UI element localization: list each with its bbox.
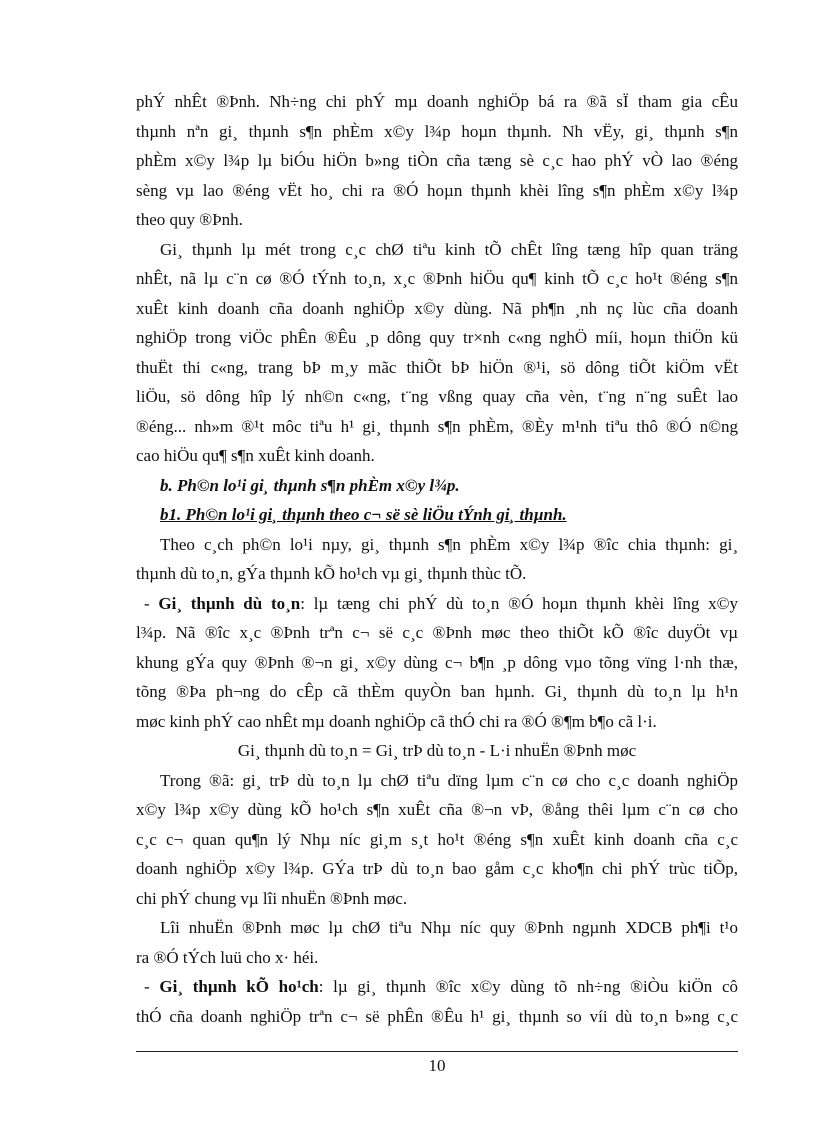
formula: Gi¸ thµnh dù to¸n = Gi¸ trÞ dù to¸n - L·i nhuËn ®Þnh møc (237, 741, 637, 760)
text-line: Trong ®ã: gi¸ trÞ dù to¸n lµ chØ tiªu dïng lµm c¨n cø cho c¸c doanh nghiÖp (160, 771, 738, 790)
text-line (144, 977, 738, 997)
text-line: phÝ nhÊt ®Þnh. Nh÷ng chi phÝ mµ doanh nghiÖp bá ra ®ã sÏ tham gia cÊu (136, 92, 738, 111)
text-line: x©y l¾p x©y dùng kÕ ho¹ch s¶n xuÊt cña ®¬n vÞ, ®ång thêi lµm c¨n cø cho (136, 800, 738, 819)
text-line: thµnh dù to¸n, gÝa thµnh kÕ ho¹ch vµ gi¸ thµnh thùc tÕ. (136, 564, 527, 583)
text-line: chi phÝ chung vµ lîi nhuËn ®Þnh møc. (136, 889, 408, 908)
text-line (144, 594, 738, 614)
text-line: møc kinh phÝ cao nhÊt mµ doanh nghiÖp cã thÓ chi ra ®Ó ®¶m b¶o cã l·i. (136, 712, 657, 731)
bullet-dash: - (144, 594, 159, 613)
text-line: thµnh nªn gi¸ thµnh s¶n phÈm x©y l¾p hoµn thµnh. Nh vËy, gi¸ thµnh s¶n (136, 122, 738, 141)
text-run: : lµ tæng chi phÝ dù to¸n ®Ó hoµn thµnh khèi lîng x©y (300, 594, 738, 613)
text-line: thuËt thi c«ng, trang bÞ m¸y mãc thiÕt bÞ hiÖn ®¹i, sö dông tiÕt kiÖm vËt (136, 358, 738, 377)
bullet-dash: - (144, 977, 160, 996)
section-heading: b. Ph©n lo¹i gi¸ thµnh s¶n phÈm x©y l¾p. (160, 476, 460, 495)
text-line: c¸c c¬ quan qu¶n lý Nhµ níc gi¸m s¸t ho¹t ®éng s¶n xuÊt kinh doanh cña c¸c (136, 830, 738, 849)
text-line: nghiÖp trong viÖc phÊn ®Êu ¸p dông quy tr×nh c«ng nghÖ míi, hoµn thiÖn kü (136, 328, 738, 347)
text-line: khung gÝa quy ®Þnh ®¬n gi¸ x©y dùng c¬ b¶n ¸p dông vµo tõng vïng l·nh thæ, (136, 653, 738, 672)
text-line: l¾p. Nã ®îc x¸c ®Þnh trªn c¬ së c¸c ®Þnh møc theo thiÕt kÕ ®îc duyÖt vµ (136, 623, 738, 642)
term-label: Gi¸ thµnh kÕ ho¹ch (159, 977, 319, 996)
term-label: Gi¸ thµnh dù to¸n (158, 594, 301, 613)
text-line: phÈm x©y l¾p lµ biÓu hiÖn b»ng tiÒn cña tæng sè c¸c hao phÝ vÒ lao ®éng (136, 151, 738, 170)
text-line: theo quy ®Þnh. (136, 210, 243, 229)
text-line: sèng vµ lao ®éng vËt ho¸ chi ra ®Ó hoµn thµnh khèi lîng s¶n phÈm x©y l¾p (136, 181, 738, 200)
text-line: thÓ cña doanh nghiÖp trªn c¬ së phÊn ®Êu h¹ gi¸ thµnh so víi dù to¸n b»ng c¸c (136, 1007, 738, 1026)
text-line: ®éng... nh»m ®¹t môc tiªu h¹ gi¸ thµnh s¶n phÈm, ®Èy m¹nh tiªu thô ®Ó n©ng (136, 417, 738, 436)
text-line: Gi¸ thµnh lµ mét trong c¸c chØ tiªu kinh tÕ chÊt lîng tæng hîp quan träng (160, 240, 738, 259)
text-line: Lîi nhuËn ®Þnh møc lµ chØ tiªu Nhµ níc quy ®Þnh ngµnh XDCB ph¶i t¹o (160, 918, 738, 937)
text-line: ra ®Ó tÝch luü cho x· héi. (136, 948, 319, 967)
text-line: xuÊt kinh doanh cña doanh nghiÖp x©y dùng. Nã ph¶n ¸nh nç lùc cña doanh (136, 299, 738, 318)
subsection-heading: b1. Ph©n lo¹i gi¸ thµnh theo c¬ së sè liÖu tÝnh gi¸ thµnh. (160, 505, 567, 524)
text-line: Theo c¸ch ph©n lo¹i nµy, gi¸ thµnh s¶n phÈm x©y l¾p ®îc chia thµnh: gi¸ (160, 535, 738, 554)
footer-rule (136, 1051, 738, 1052)
text-line: nhÊt, nã lµ c¨n cø ®Ó tÝnh to¸n, x¸c ®Þnh hiÖu qu¶ kinh tÕ c¸c ho¹t ®éng s¶n (136, 269, 738, 288)
text-line: doanh nghiÖp x©y l¾p. GÝa trÞ dù to¸n bao gåm c¸c kho¶n chi phÝ trùc tiÕp, (136, 859, 738, 878)
page-number: 10 (428, 1056, 446, 1075)
text-line: cao hiÖu qu¶ s¶n xuÊt kinh doanh. (136, 446, 375, 465)
text-run: : lµ gi¸ thµnh ®îc x©y dùng tõ nh÷ng ®iÒu kiÖn cô (318, 977, 738, 996)
text-line: liÖu, sö dông hîp lý nh©n c«ng, t¨ng vßng quay cña vèn, t¨ng n¨ng suÊt lao (136, 387, 738, 406)
text-line: tõng ®Þa ph¬ng do cÊp cã thÈm quyÒn ban hµnh. Gi¸ thµnh dù to¸n lµ h¹n (136, 682, 738, 701)
